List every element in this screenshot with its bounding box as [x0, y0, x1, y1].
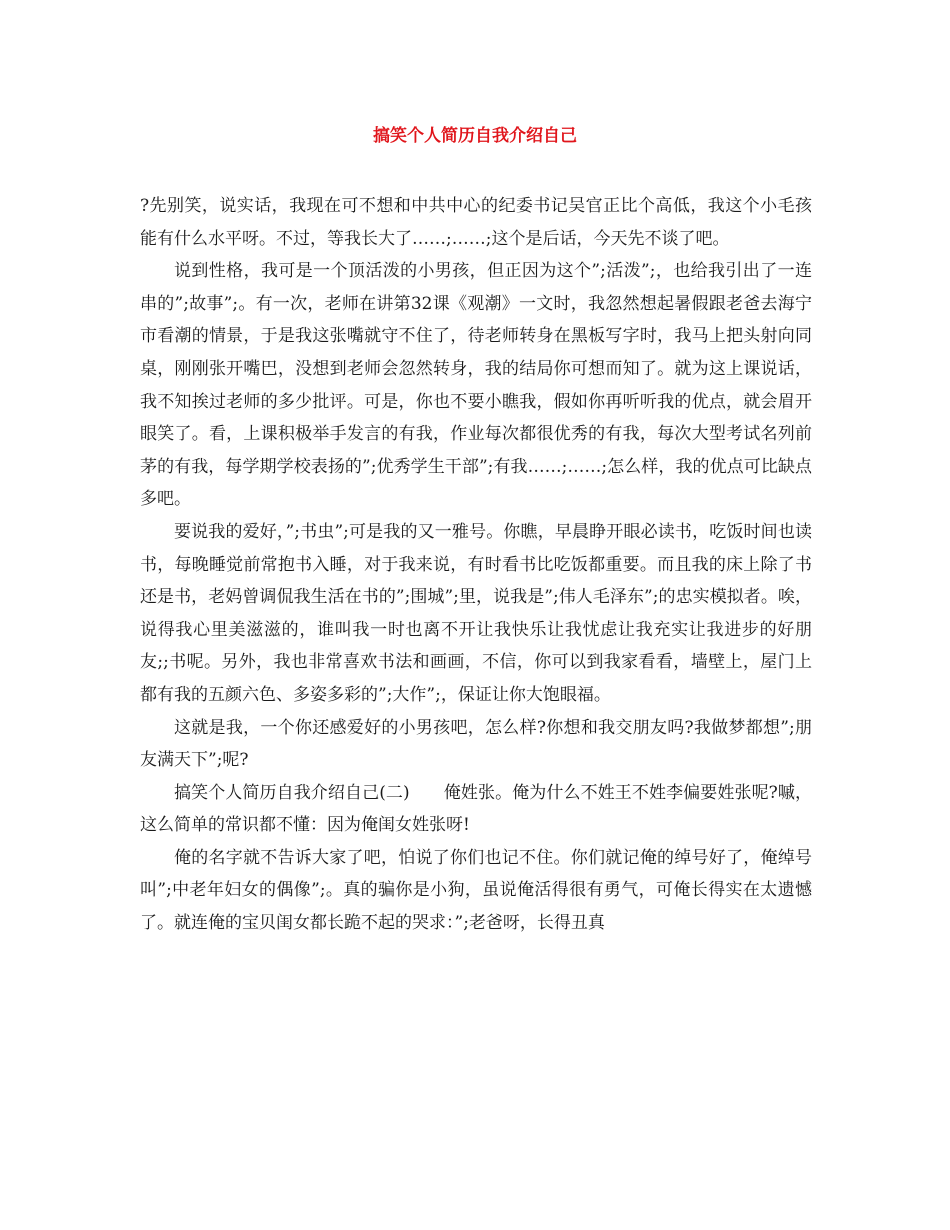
document-body: [140, 190, 812, 940]
part2-surname-text: 俺姓张。俺为什么不姓王不姓李偏要姓张呢?嘁，这么简单的常识都不懂：因为俺闺女姓张呀!: [140, 782, 812, 836]
paragraph-part2-intro: [140, 777, 812, 842]
paragraph-conclusion: 这就是我，一个你还感爱好的小男孩吧，怎么样?你想和我交朋友吗?我做梦都想”;朋友满天下”;呢?: [140, 717, 812, 771]
part2-heading: 搞笑个人简历自我介绍自己(二): [174, 782, 410, 803]
paragraph-nickname: 俺的名字就不告诉大家了吧，怕说了你们也记不住。你们就记俺的绰号好了，俺绰号叫”;中老年妇女的偶像”;。真的骗你是小狗，虽说俺活得很有勇气，可俺长得实在太遗憾了。就连俺的宝贝闺女都长跪不起的哭求：”;老爸呀，长得丑真: [140, 847, 812, 934]
document-title: 搞笑个人简历自我介绍自己: [373, 126, 577, 146]
paragraph-personality: 说到性格，我可是一个顶活泼的小男孩，但正因为这个”;活泼”;，也给我引出了一连串的”;故事”;。有一次，老师在讲第32课《观潮》一文时，我忽然想起暑假跟老爸去海宁市看潮的情景，于是我这张嘴就守不住了，待老师转身在黑板写字时，我马上把头射向同桌，刚刚张开嘴巴，没想到老师会忽然转身，我的结局你可想而知了。就为这上课说话，我不知挨过老师的多少批评。可是，你也不要小瞧我，假如你再听听我的优点，就会眉开眼笑了。看，上课积极举手发言的有我，作业每次都很优秀的有我，每次大型考试名列前茅的有我，每学期学校表扬的”;优秀学生干部”;有我……;……;怎么样，我的优点可比缺点多吧。: [140, 261, 812, 510]
paragraph-hobbies: 要说我的爱好，”;书虫”;可是我的又一雅号。你瞧，早晨睁开眼必读书，吃饭时间也读书，每晚睡觉前常抱书入睡，对于我来说，有时看书比吃饭都重要。而且我的床上除了书还是书，老妈曾调侃我生活在书的”;围城”;里，说我是”;伟人毛泽东”;的忠实模拟者。唉，说得我心里美滋滋的，谁叫我一时也离不开让我快乐让我忧虑让我充实让我进步的好朋友;;书呢。另外，我也非常喜欢书法和画画，不信，你可以到我家看看，墙壁上，屋门上都有我的五颜六色、多姿多彩的”;大作”;，保证让你大饱眼福。: [140, 521, 812, 705]
paragraph-intro: ?先别笑，说实话，我现在可不想和中共中心的纪委书记吴官正比个高低，我这个小毛孩能有什么水平呀。不过，等我长大了……;……;这个是后话，今天先不谈了吧。: [140, 196, 812, 249]
